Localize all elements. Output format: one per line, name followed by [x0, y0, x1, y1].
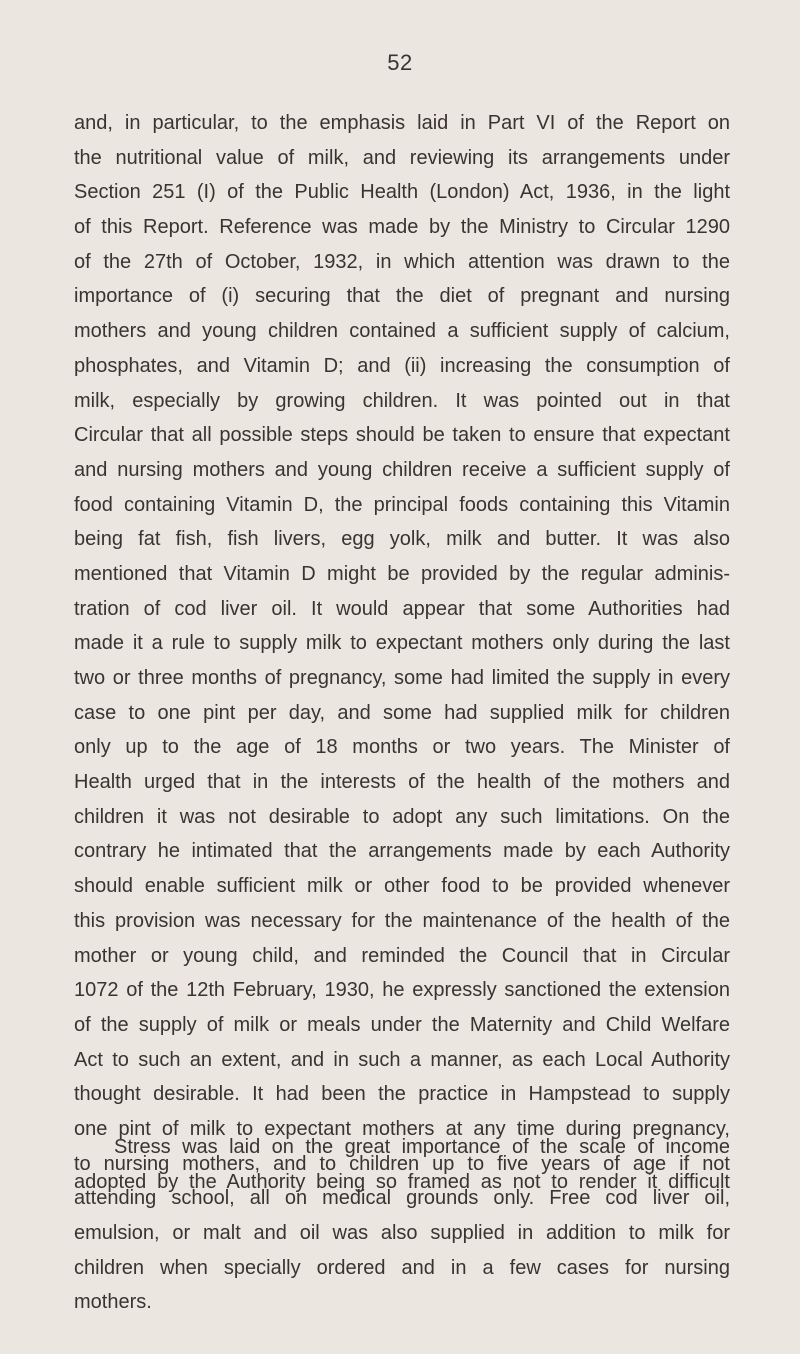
text-line: children it was not desirable to adopt any such limitations. On the: [74, 805, 730, 828]
text-line: thought desirable. It had been the practice in Hampstead to supply: [74, 1083, 730, 1106]
body-paragraph: [74, 1130, 730, 1199]
text-line: mentioned that Vitamin D might be provided by the regular adminis-: [74, 562, 730, 585]
text-line: case to one pint per day, and some had supplied milk for children: [74, 701, 730, 724]
text-line: and, in particular, to the emphasis laid in Part VI of the Report on: [74, 112, 730, 134]
text-line: being fat fish, fish livers, egg yolk, milk and butter. It was also: [74, 528, 730, 551]
text-line: adopted by the Authority being so framed as not to render it difficult: [74, 1170, 730, 1193]
text-line: this provision was necessary for the maintenance of the health of the: [74, 909, 730, 932]
text-line: Circular that all possible steps should be taken to ensure that expectant: [74, 424, 730, 447]
text-line: mother or young child, and reminded the Council that in Circular: [74, 944, 730, 967]
text-line: food containing Vitamin D, the principal foods containing this Vitamin: [74, 493, 730, 516]
text-line: the nutritional value of milk, and reviewing its arrangements under: [74, 146, 730, 169]
text-line: importance of (i) securing that the diet of pregnant and nursing: [74, 285, 730, 308]
text-line: and nursing mothers and young children receive a sufficient supply of: [74, 458, 730, 481]
text-line: contrary he intimated that the arrangements made by each Authority: [74, 840, 730, 863]
text-line: two or three months of pregnancy, some had limited the supply in every: [74, 667, 730, 689]
text-line: only up to the age of 18 months or two years. The Minister of: [74, 736, 730, 759]
text-line: attending school, all on medical grounds only. Free cod liver oil,: [74, 1187, 730, 1210]
text-line: should enable sufficient milk or other food to be provided whenever: [74, 875, 730, 898]
text-line: Act to such an extent, and in such a manner, as each Local Authority: [74, 1048, 730, 1071]
text-line: emulsion, or malt and oil was also supplied in addition to milk for: [74, 1222, 730, 1244]
text-line: mothers.: [74, 1291, 152, 1314]
text-line: milk, especially by growing children. It was pointed out in that: [74, 389, 730, 412]
text-line: of the 27th of October, 1932, in which attention was drawn to the: [74, 250, 730, 273]
text-line: of the supply of milk or meals under the Maternity and Child Welfare: [74, 1013, 730, 1036]
text-line: 1072 of the 12th February, 1930, he expressly sanctioned the extension: [74, 979, 730, 1002]
text-line: Stress was laid on the great importance of the scale of income: [114, 1136, 730, 1158]
text-line: to nursing mothers, and to children up to five years of age if not: [74, 1152, 730, 1175]
text-line: tration of cod liver oil. It would appear that some Authorities had: [74, 597, 730, 620]
page-number: 52: [387, 50, 413, 75]
text-line: mothers and young children contained a sufficient supply of calcium,: [74, 320, 730, 343]
text-line: made it a rule to supply milk to expectant mothers only during the last: [74, 632, 730, 655]
text-line: of this Report. Reference was made by the Ministry to Circular 1290: [74, 216, 730, 239]
text-line: one pint of milk to expectant mothers at any time during pregnancy,: [74, 1117, 730, 1140]
text-line: children when specially ordered and in a few cases for nursing: [74, 1256, 730, 1279]
text-line: Health urged that in the interests of the health of the mothers and: [74, 771, 730, 794]
text-line: phosphates, and Vitamin D; and (ii) increasing the consumption of: [74, 354, 730, 377]
text-line: Section 251 (I) of the Public Health (London) Act, 1936, in the light: [74, 181, 730, 204]
